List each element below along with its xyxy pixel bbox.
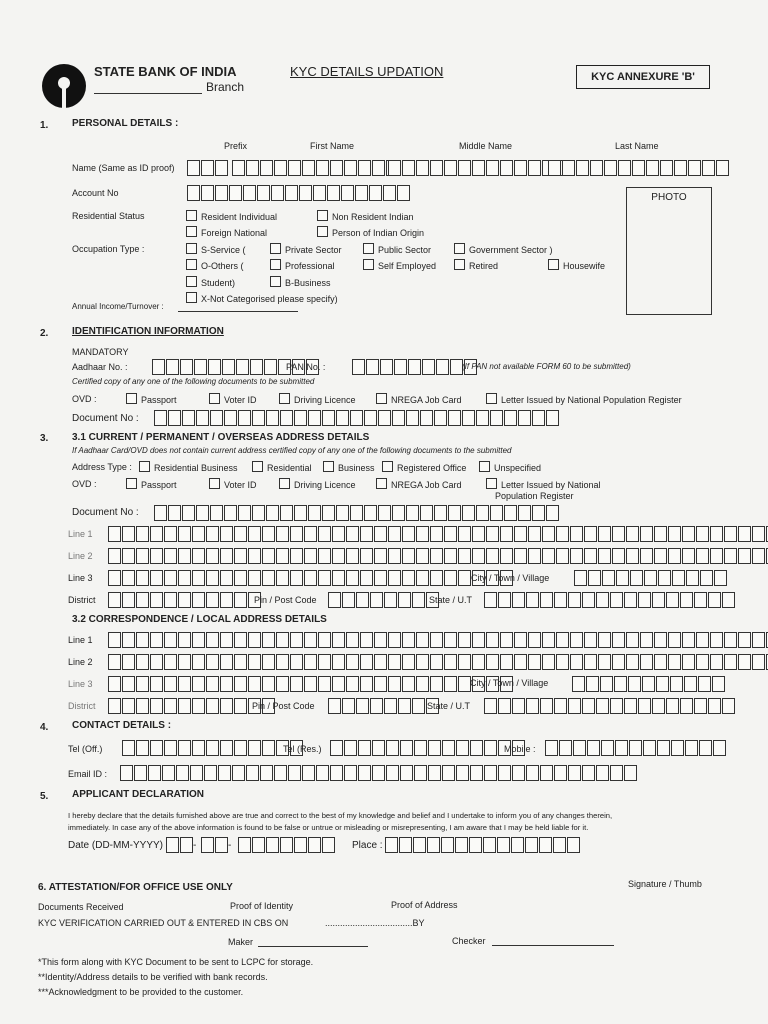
ovd3-nrega[interactable]: NREGA Job Card xyxy=(376,478,462,490)
signature-label: Signature / Thumb xyxy=(628,879,702,889)
res-nri[interactable]: Non Resident Indian xyxy=(317,210,414,222)
ovd3-passport[interactable]: Passport xyxy=(126,478,177,490)
corr-line3-label: Line 3 xyxy=(68,679,93,689)
tel-res-label: Tel (Res.) xyxy=(283,744,322,754)
sec32-title: 3.2 CORRESPONDENCE / LOCAL ADDRESS DETAILS xyxy=(72,614,327,625)
first-name-label: First Name xyxy=(310,141,355,151)
ovd-passport[interactable]: Passport xyxy=(126,393,177,405)
line3-boxes[interactable] xyxy=(108,570,514,586)
checker-label: Checker xyxy=(452,936,486,946)
income-label: Annual Income/Turnover : xyxy=(72,302,164,311)
addr-type-label: Address Type : xyxy=(72,462,132,472)
pin-boxes[interactable] xyxy=(328,592,440,608)
corr-line2-label: Line 2 xyxy=(68,657,93,667)
occ-service[interactable]: S-Service ( xyxy=(186,243,246,255)
occ-others[interactable]: O-Others ( xyxy=(186,259,244,271)
corr-district-boxes[interactable] xyxy=(108,698,276,714)
photo-label: PHOTO xyxy=(651,192,687,203)
addr-unspecified[interactable]: Unspecified xyxy=(479,461,541,473)
sec3-title: 3.1 CURRENT / PERMANENT / OVERSEAS ADDRESS DETAILS xyxy=(72,432,370,443)
sec5-num: 5. xyxy=(40,791,49,802)
occ-retired[interactable]: Retired xyxy=(454,259,498,271)
addr-business[interactable]: Business xyxy=(323,461,375,473)
occ-govt[interactable]: Government Sector ) xyxy=(454,243,553,255)
corr-line3-boxes[interactable] xyxy=(108,676,514,692)
corr-state-boxes[interactable] xyxy=(484,698,736,714)
email-label: Email ID : xyxy=(68,769,108,779)
tel-res-boxes[interactable] xyxy=(330,740,526,756)
ovd3-driving-licence[interactable]: Driving Licence xyxy=(279,478,356,490)
res-resident[interactable]: Resident Individual xyxy=(186,210,277,222)
corr-city-label: City / Town / Village xyxy=(470,678,549,688)
proof-id-label: Proof of Identity xyxy=(230,901,294,911)
date-month-boxes[interactable] xyxy=(201,837,229,853)
prefix-label: Prefix xyxy=(224,141,248,151)
addr-res-business[interactable]: Residential Business xyxy=(139,461,238,473)
first-name-boxes[interactable] xyxy=(232,160,400,176)
district-boxes[interactable] xyxy=(108,592,262,608)
sec2-num: 2. xyxy=(40,328,49,339)
annexure-badge: KYC ANNEXURE 'B' xyxy=(576,65,710,89)
name-label: Name (Same as ID proof) xyxy=(72,163,175,173)
docs-received-label: Documents Received xyxy=(38,902,124,912)
tel-off-label: Tel (Off.) xyxy=(68,744,103,754)
ovd-voter-id[interactable]: Voter ID xyxy=(209,393,257,405)
occ-not-categorised[interactable]: X-Not Categorised please specify) xyxy=(186,292,338,304)
ovd-nrega[interactable]: NREGA Job Card xyxy=(376,393,462,405)
checker-line[interactable] xyxy=(492,945,614,946)
sec3-note: If Aadhaar Card/OVD does not contain current address certified copy of any one of the following documents to the submitted xyxy=(72,446,512,455)
addr-residential[interactable]: Residential xyxy=(252,461,312,473)
ovd-driving-licence[interactable]: Driving Licence xyxy=(279,393,356,405)
line3-label: Line 3 xyxy=(68,573,93,583)
form-title: KYC DETAILS UPDATION xyxy=(290,64,444,79)
res-foreign[interactable]: Foreign National xyxy=(186,226,267,238)
occ-business[interactable]: B-Business xyxy=(270,276,331,288)
line1-label: Line 1 xyxy=(68,529,93,539)
occ-public[interactable]: Public Sector xyxy=(363,243,431,255)
doc-no-boxes[interactable] xyxy=(154,410,560,426)
doc-no-label: Document No : xyxy=(72,413,139,424)
tel-off-boxes[interactable] xyxy=(122,740,304,756)
doc-no3-boxes[interactable] xyxy=(154,505,560,521)
corr-line1-label: Line 1 xyxy=(68,635,93,645)
sec6-title: 6. ATTESTATION/FOR OFFICE USE ONLY xyxy=(38,882,233,893)
pan-note: (If PAN not available FORM 60 to be submitted) xyxy=(462,362,631,371)
res-pio[interactable]: Person of Indian Origin xyxy=(317,226,424,238)
sec4-num: 4. xyxy=(40,722,49,733)
ovd3-npr-cont: Population Register xyxy=(495,491,574,501)
line1-boxes[interactable] xyxy=(108,526,768,542)
occupation-label: Occupation Type : xyxy=(72,244,145,254)
ovd3-voter-id[interactable]: Voter ID xyxy=(209,478,257,490)
date-day-boxes[interactable] xyxy=(166,837,194,853)
corr-line2-boxes[interactable] xyxy=(108,654,768,670)
footer-note2: **Identity/Address details to be verified with bank records. xyxy=(38,972,268,982)
sec2-title: IDENTIFICATION INFORMATION xyxy=(72,326,224,337)
aadhaar-label: Aadhaar No. : xyxy=(72,362,128,372)
ovd3-label: OVD : xyxy=(72,479,97,489)
footer-note3: ***Acknowledgment to be provided to the customer. xyxy=(38,987,244,997)
addr-registered[interactable]: Registered Office xyxy=(382,461,466,473)
middle-name-label: Middle Name xyxy=(459,141,513,151)
kyc-verif-dots[interactable]: ...................................BY xyxy=(325,918,425,928)
state-label: State / U.T xyxy=(429,595,473,605)
kyc-verif-label: KYC VERIFICATION CARRIED OUT & ENTERED IN CBS ON xyxy=(38,918,289,928)
city-boxes[interactable] xyxy=(574,570,728,586)
place-boxes[interactable] xyxy=(385,837,581,853)
branch-label: Branch xyxy=(206,80,245,94)
income-line[interactable] xyxy=(178,311,298,312)
sec5-title: APPLICANT DECLARATION xyxy=(72,789,205,800)
occ-private[interactable]: Private Sector xyxy=(270,243,342,255)
sec1-title: PERSONAL DETAILS : xyxy=(72,118,179,129)
declaration-line2: immediately. In case any of the above information is found to be false or untrue or misleading or misrepresenting, I am aware that I may be held liable for it. xyxy=(68,823,589,832)
maker-label: Maker xyxy=(228,937,254,947)
mobile-label: Mobile : xyxy=(504,744,536,754)
occ-student[interactable]: Student) xyxy=(186,276,235,288)
branch-line[interactable] xyxy=(94,93,202,94)
ovd-label: OVD : xyxy=(72,394,97,404)
mandatory-label: MANDATORY xyxy=(72,347,129,357)
corr-pin-boxes[interactable] xyxy=(328,698,440,714)
sbi-logo-icon xyxy=(42,64,86,108)
pan-label: PAN No. : xyxy=(286,362,326,372)
line2-label: Line 2 xyxy=(68,551,93,561)
last-name-label: Last Name xyxy=(615,141,659,151)
prefix-boxes[interactable] xyxy=(187,160,229,176)
email-boxes[interactable] xyxy=(120,765,638,781)
occ-self-employed[interactable]: Self Employed xyxy=(363,259,436,271)
occ-housewife[interactable]: Housewife xyxy=(548,259,605,271)
sec4-title: CONTACT DETAILS : xyxy=(72,720,172,731)
maker-line[interactable] xyxy=(258,946,368,947)
occ-professional[interactable]: Professional xyxy=(270,259,335,271)
certified-note: Certified copy of any one of the following documents to be submitted xyxy=(72,377,315,386)
declaration-line1: I hereby declare that the details furnished above are true and correct to the best of my knowledge and belief and I undertake to inform you of any changes therein, xyxy=(68,811,613,820)
photo-box xyxy=(626,187,712,315)
date-label: Date (DD-MM-YYYY) xyxy=(68,840,164,851)
corr-city-boxes[interactable] xyxy=(572,676,726,692)
proof-addr-label: Proof of Address xyxy=(391,900,458,910)
district-label: District xyxy=(68,595,96,605)
footer-note1: *This form along with KYC Document to be sent to LCPC for storage. xyxy=(38,957,314,967)
account-label: Account No xyxy=(72,188,119,198)
corr-state-label: State / U.T xyxy=(427,701,471,711)
last-name-boxes[interactable] xyxy=(548,160,730,176)
place-label: Place : xyxy=(352,840,383,851)
corr-pin-label: Pin / Post Code xyxy=(252,701,315,711)
doc-no3-label: Document No : xyxy=(72,507,139,518)
residential-label: Residential Status xyxy=(72,211,145,221)
city-label: City / Town / Village xyxy=(471,573,550,583)
bank-name: STATE BANK OF INDIA xyxy=(94,64,237,79)
middle-name-boxes[interactable] xyxy=(388,160,570,176)
sec1-num: 1. xyxy=(40,120,49,131)
ovd3-npr[interactable]: Letter Issued by National xyxy=(486,478,601,490)
corr-district-label: District xyxy=(68,701,96,711)
corr-line1-boxes[interactable] xyxy=(108,632,768,648)
pin-label: Pin / Post Code xyxy=(254,595,317,605)
ovd-npr[interactable]: Letter Issued by National Population Register xyxy=(486,393,682,405)
mobile-boxes[interactable] xyxy=(545,740,727,756)
pan-boxes[interactable] xyxy=(352,359,478,375)
date-year-boxes[interactable] xyxy=(238,837,336,853)
sec3-num: 3. xyxy=(40,433,49,444)
state-boxes[interactable] xyxy=(484,592,736,608)
line2-boxes[interactable] xyxy=(108,548,768,564)
account-boxes[interactable] xyxy=(187,185,411,201)
